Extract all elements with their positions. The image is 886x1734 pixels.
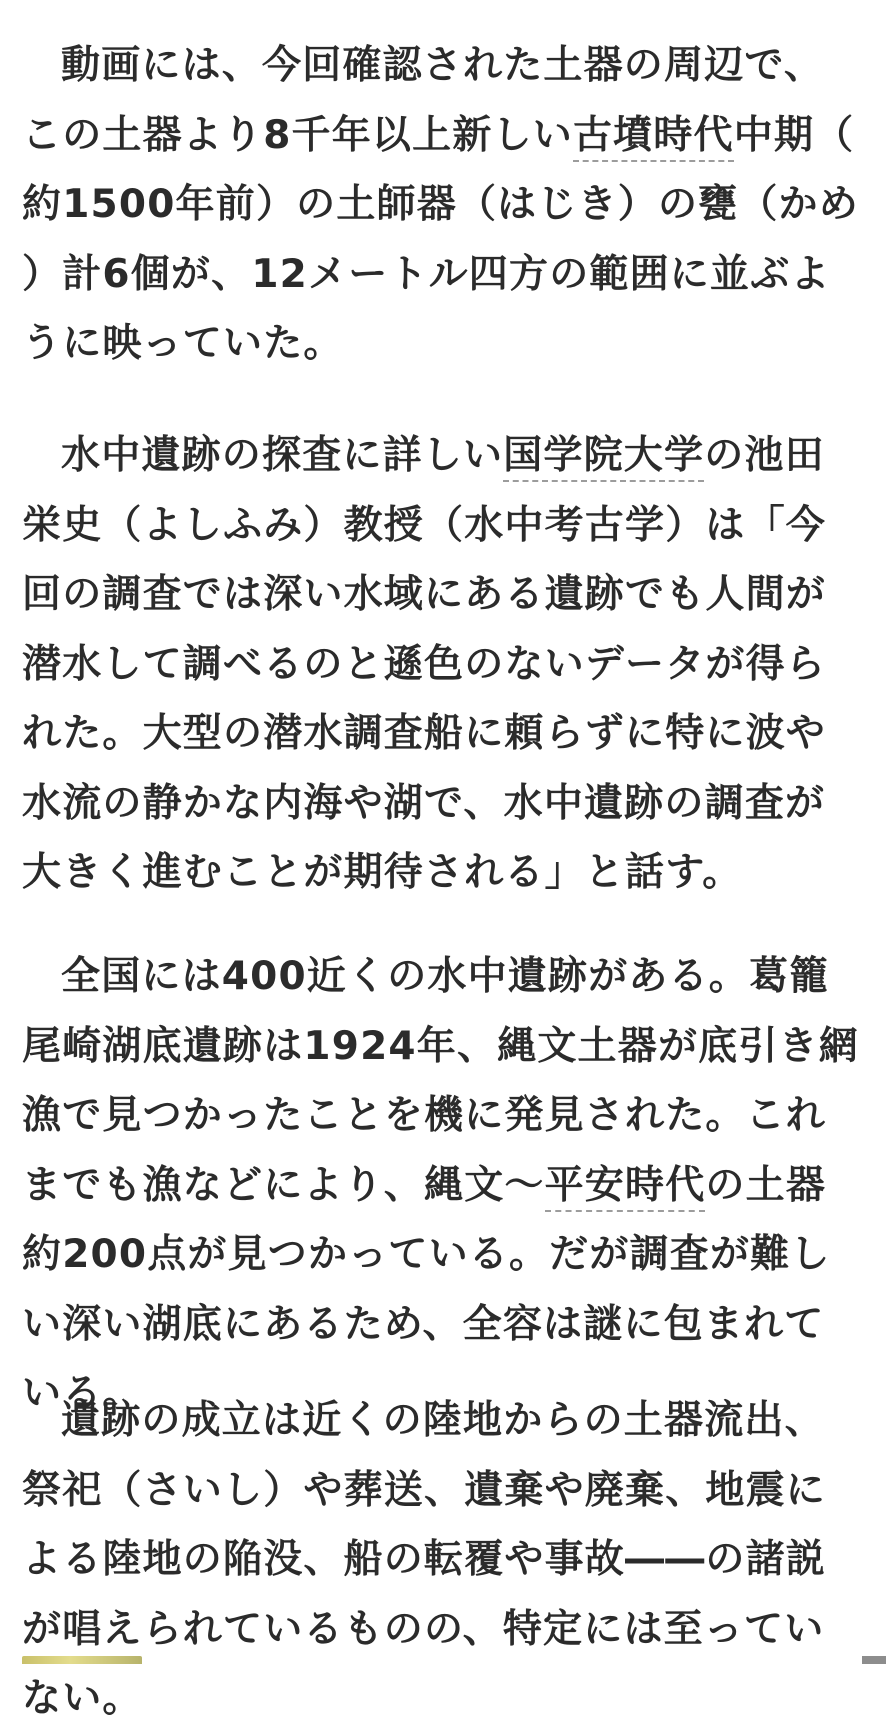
paragraph-text: の池田栄史（よしふみ）教授（水中考古学）は「今回の調査では深い水域にある遺跡でも人間が潜水して調べるのと遜色のないデータが得られた。大型の潜水調査船に頼らずに特に波や水流の静かな内海や湖で、水中遺跡の調査が大きく進むことが期待される」と話す。: [22, 433, 827, 895]
paragraph-text: 全国には400近くの水中遺跡がある。葛籠尾崎湖底遺跡は1924年、縄文土器が底引き網漁で見つかったことを機に発見された。これまでも漁などにより、縄文～: [22, 954, 859, 1208]
term-link-kokugakuin-university[interactable]: 国学院大学: [503, 433, 704, 482]
paragraph-text: 動画には、今回確認された土器の周辺で、この土器より8千年以上新しい: [22, 43, 825, 158]
paragraph-text: の土器約200点が見つかっている。だが調査が難しい深い湖底にあるため、全容は謎に包まれている。: [22, 1162, 831, 1416]
article-paragraph-1: [0, 31, 886, 379]
image-thumbnail-edge[interactable]: [22, 1656, 142, 1664]
paragraph-text: 水中遺跡の探査に詳しい: [61, 433, 504, 478]
term-link-kofun-period[interactable]: 古墳時代: [573, 113, 734, 162]
paragraph-text: 中期（約1500年前）の土師器（はじき）の甕（かめ）計6個が、12メートル四方の範囲に並ぶように映っていた。: [22, 112, 859, 366]
article-paragraph-3: [0, 942, 886, 1429]
paragraph-text: 遺跡の成立は近くの陸地からの土器流出、祭祀（さいし）や葬送、遺棄や廃棄、地震による陸地の陥没、船の転覆や事故――の諸説が唱えられているものの、特定には至っていない。: [22, 1398, 827, 1721]
article-paragraph-4: [0, 1386, 886, 1734]
next-image-preview-strip: [0, 1654, 886, 1664]
image-thumbnail-edge[interactable]: [862, 1656, 886, 1664]
article-paragraph-2: [0, 421, 886, 908]
term-link-heian-period[interactable]: 平安時代: [545, 1163, 706, 1212]
